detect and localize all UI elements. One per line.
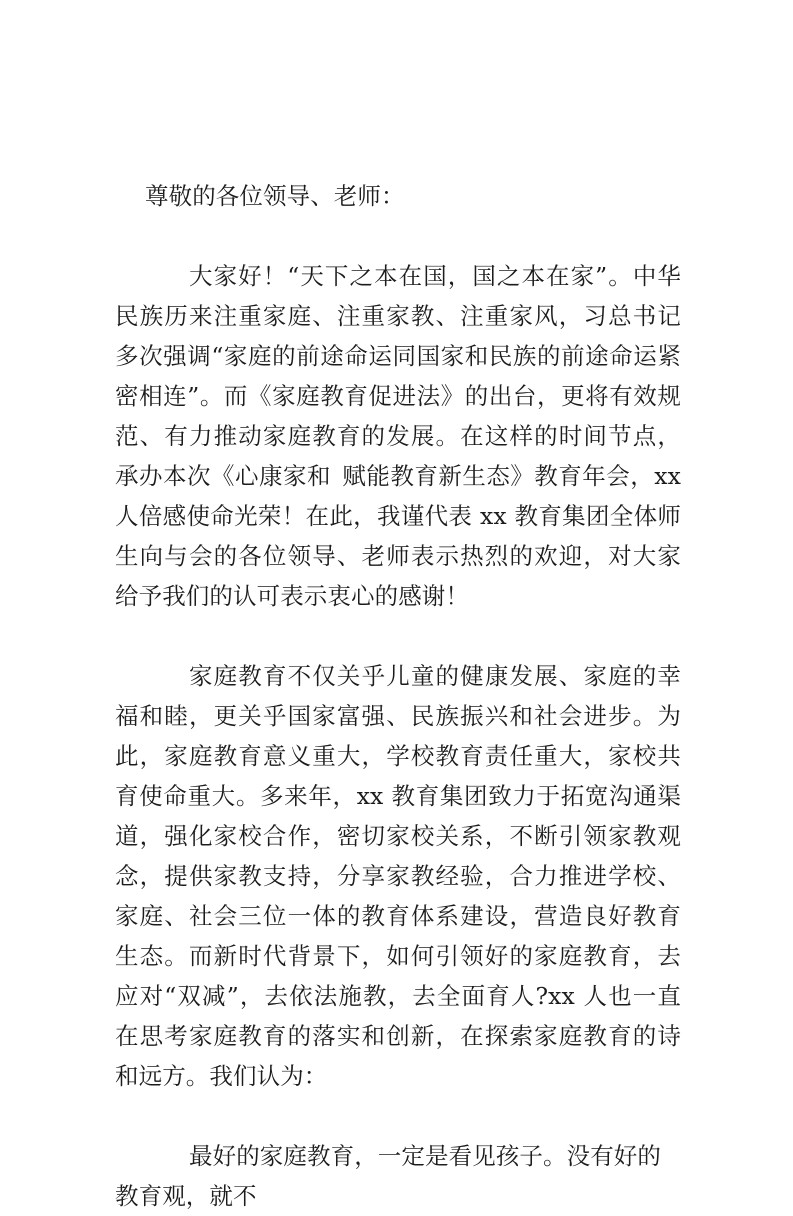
body-paragraph-1: [115, 256, 681, 616]
salutation-paragraph: 尊敬的各位领导、老师：: [145, 182, 405, 210]
document-text-body: [115, 176, 681, 1216]
body-paragraph-1-part-1: 大家好！“天下之本在国，国之本在家”。中华民族历来注重家庭、注重家教、注重家风，习总书记多次强调“家庭的前途命运同国家和民族的前途命运紧密相连”。而《家庭教育促进法》的出台，更将有效规范、有力推动家庭教育的发展。在这样的时间节点，承办本次《心康家和: [115, 262, 681, 490]
body-paragraph-1-part-2: 赋能教育新生态》教育年会，xx 人倍感使命光荣！在此，我谨代表 xx 教育集团全体师生向与会的各位领导、老师表示热烈的欢迎，对大家给予我们的认可表示衷心的感谢！: [115, 462, 681, 610]
body-paragraph-2: 家庭教育不仅关乎儿童的健康发展、家庭的幸福和睦，更关乎国家富强、民族振兴和社会进步。为此，家庭教育意义重大，学校教育责任重大，家校共育使命重大。多来年，xx 教育集团致力于拓宽沟通渠道，强化家校合作，密切家校关系，不断引领家教观念，提供家教支持，分享家教经验，合力推进学校、家庭、社会三位一体的教育体系建设，营造良好教育生态。而新时代背景下，如何引领好的家庭教育，去应对“双减”，去依法施教，去全面育人?xx 人也一直在思考家庭教育的落实和创新，在探索家庭教育的诗和远方。我们认为：: [115, 662, 681, 1090]
body-paragraph-3: 最好的家庭教育，一定是看见孩子。没有好的教育观，就不: [115, 1142, 661, 1210]
